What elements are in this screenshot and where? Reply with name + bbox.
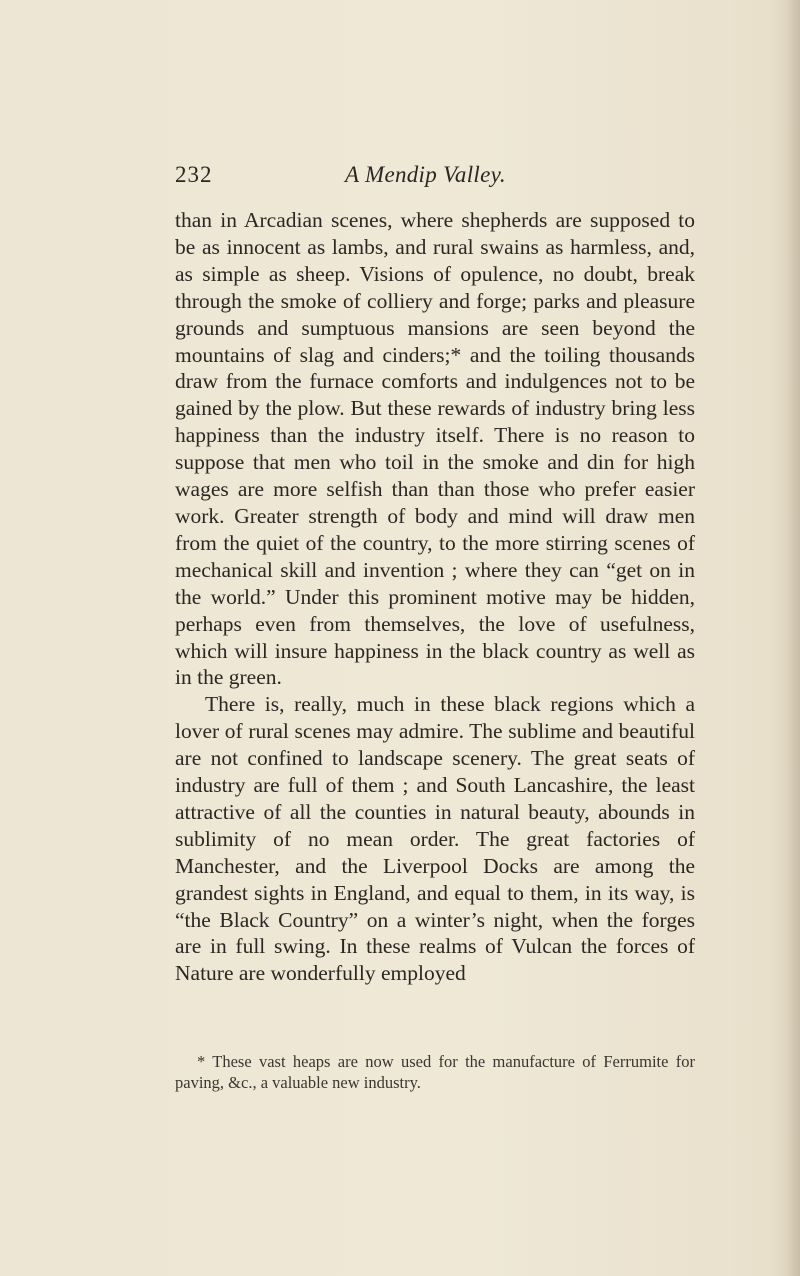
page-edge-shadow [786,0,800,1276]
body-text [175,207,695,987]
running-head [175,162,695,194]
running-title: A Mendip Valley. [345,162,506,187]
paragraph-1: than in Arcadian scenes, where shepherds are supposed to be as innocent as lambs, and rural swains as harmless, and, as simple as sheep. Visions of opulence, no doubt, break through the smoke of colliery and forge; parks and pleasure grounds and sumptuous mansions are seen beyond the mountains of slag and cinders;* and the toiling thousands draw from the furnace comforts and indulgences not to be gained by the plow. But these rewards of industry bring less happiness than the industry itself. There is no reason to suppose that men who toil in the smoke and din for high wages are more selfish than than those who prefer easier work. Greater strength of body and mind will draw men from the quiet of the country, to the more stirring scenes of mechanical skill and invention ; where they can “get on in the world.” Under this prominent motive may be hidden, perhaps even from themselves, the love of usefulness, which will insure happiness in the black country as well as in the green. [175,208,695,690]
footnote-text: * These vast heaps are now used for the manufacture of Ferrumite for paving, &c., a valuable new industry. [175,1052,695,1092]
footnote [175,1051,695,1093]
paragraph-2: There is, really, much in these black regions which a lover of rural scenes may admire. The sublime and beautiful are not confined to landscape scenery. The great seats of industry are full of them ; and South Lancashire, the least attractive of all the counties in natural beauty, abounds in sublimity of no mean order. The great factories of Manchester, and the Liverpool Docks are among the grandest sights in England, and equal to them, in its way, is “the Black Country” on a winter’s night, when the forges are in full swing. In these realms of Vulcan the forces of Nature are wonderfully employed [175,692,695,986]
page-number: 232 [175,162,213,187]
